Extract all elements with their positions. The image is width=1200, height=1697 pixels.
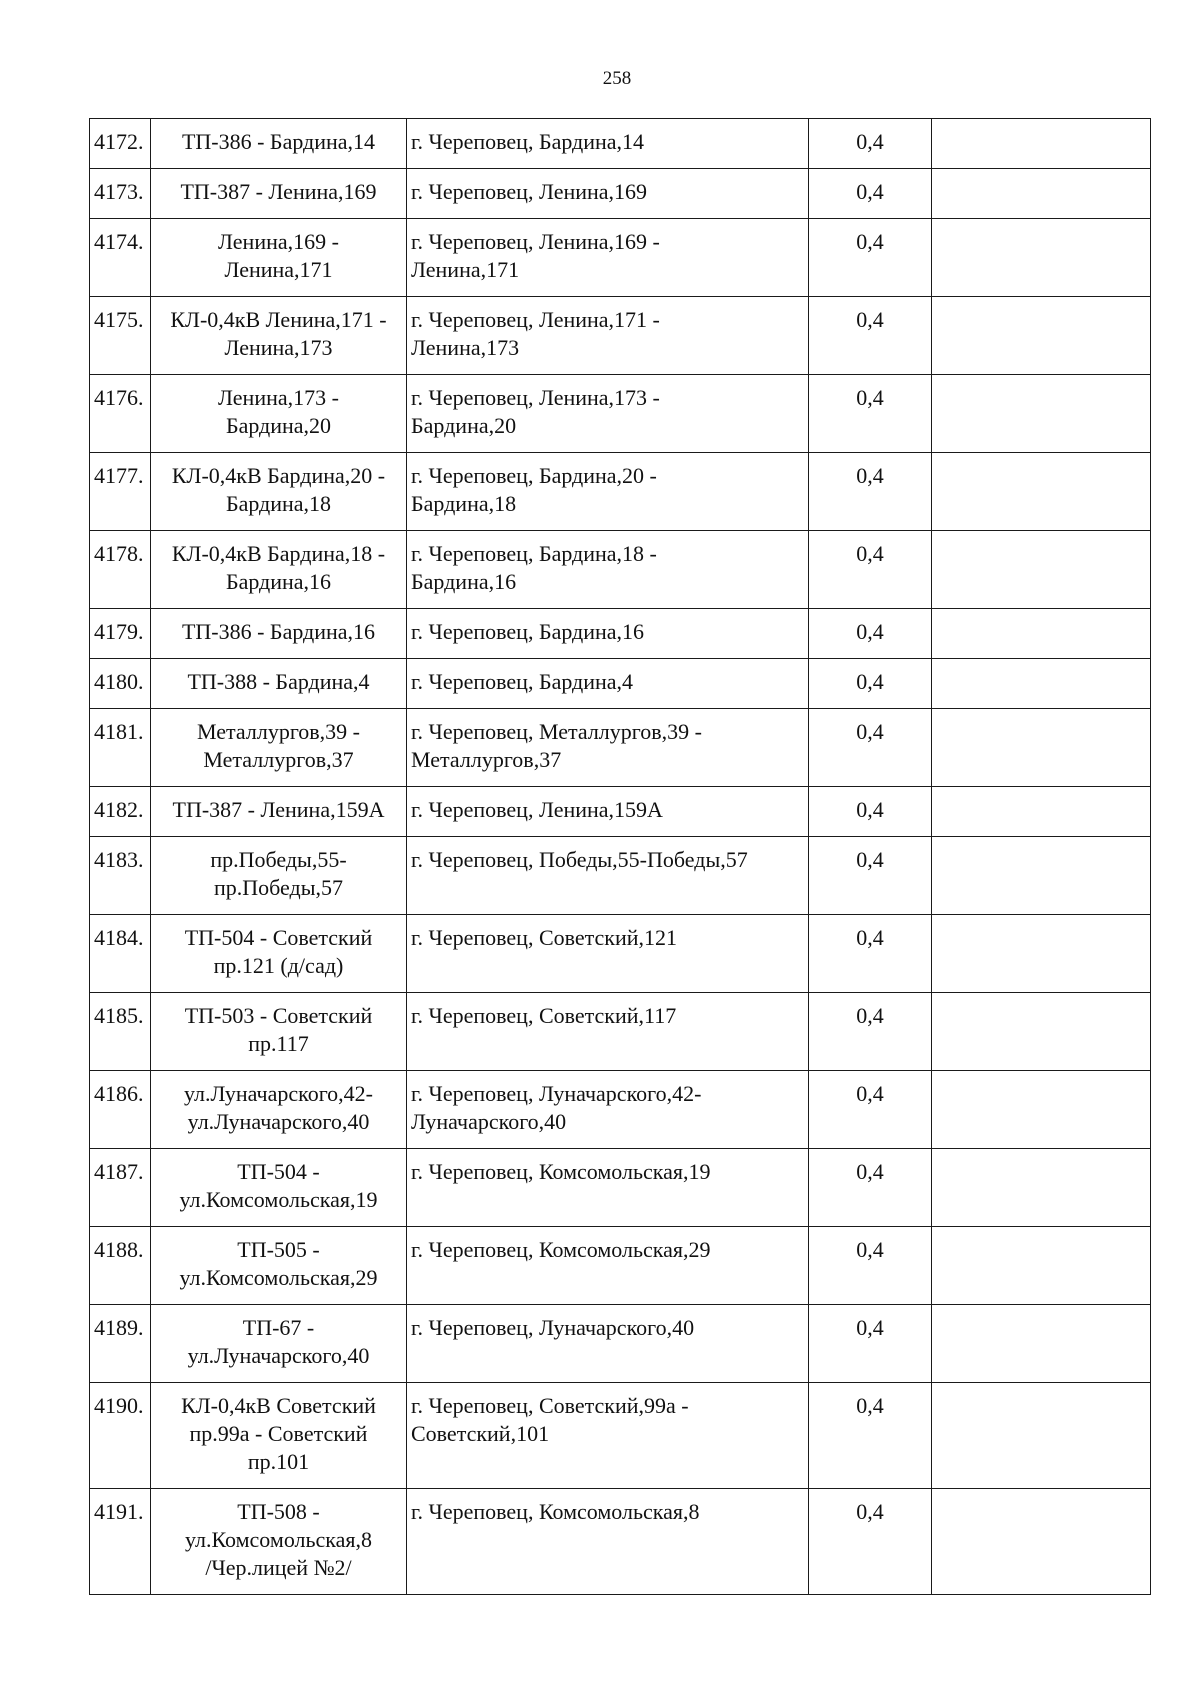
address-text: г. Череповец, Победы,55-Победы,57 <box>411 847 748 872</box>
address-cell <box>407 659 809 709</box>
empty-cell <box>932 1305 1151 1383</box>
line-name-text: пр.Победы,57 <box>213 875 343 900</box>
line-name-cell <box>151 375 407 453</box>
address-cell <box>407 1383 809 1489</box>
row-number: 4178. <box>90 531 151 609</box>
row-number: 4190. <box>90 1383 151 1489</box>
voltage-cell: 0,4 <box>809 1227 932 1305</box>
address-cell <box>407 709 809 787</box>
empty-cell <box>932 1489 1151 1595</box>
address-text: Бардина,20 <box>411 413 517 438</box>
address-text: Луначарского,40 <box>411 1109 567 1134</box>
address-text: Бардина,16 <box>411 569 517 594</box>
address-text: г. Череповец, Ленина,169 - <box>411 229 660 254</box>
line-name-text: пр.101 <box>247 1449 310 1474</box>
empty-cell <box>932 915 1151 993</box>
empty-cell <box>932 297 1151 375</box>
line-name-text: пр.Победы,55- <box>210 847 347 872</box>
address-text: Бардина,18 <box>411 491 517 516</box>
row-number: 4191. <box>90 1489 151 1595</box>
row-number: 4173. <box>90 169 151 219</box>
line-name-cell <box>151 609 407 659</box>
address-cell <box>407 531 809 609</box>
line-name-text: Ленина,169 - <box>218 229 339 254</box>
line-name-text: КЛ-0,4кВ Советский <box>181 1393 376 1418</box>
line-name-cell <box>151 709 407 787</box>
line-name-text: ТП-503 - Советский <box>184 1003 373 1028</box>
row-number: 4174. <box>90 219 151 297</box>
voltage-cell: 0,4 <box>809 219 932 297</box>
line-name-text: КЛ-0,4кВ Бардина,20 - <box>171 463 386 488</box>
address-text: г. Череповец, Ленина,173 - <box>411 385 660 410</box>
address-cell <box>407 609 809 659</box>
line-name-cell <box>151 1227 407 1305</box>
line-name-text: ул.Комсомольская,8 <box>184 1527 373 1552</box>
table-row <box>90 375 1151 453</box>
address-text: г. Череповец, Луначарского,40 <box>411 1315 695 1340</box>
empty-cell <box>932 1227 1151 1305</box>
address-text: Ленина,171 <box>411 257 520 282</box>
row-number: 4186. <box>90 1071 151 1149</box>
address-text: г. Череповец, Комсомольская,8 <box>411 1499 700 1524</box>
voltage-cell: 0,4 <box>809 915 932 993</box>
empty-cell <box>932 787 1151 837</box>
address-text: г. Череповец, Советский,99а - <box>411 1393 689 1418</box>
address-cell <box>407 1071 809 1149</box>
line-name-text: ул.Комсомольская,29 <box>179 1265 378 1290</box>
line-name-cell <box>151 297 407 375</box>
row-number: 4180. <box>90 659 151 709</box>
line-name-text: Ленина,171 <box>224 257 333 282</box>
empty-cell <box>932 531 1151 609</box>
table-row <box>90 1071 1151 1149</box>
empty-cell <box>932 993 1151 1071</box>
table-row <box>90 219 1151 297</box>
address-text: г. Череповец, Ленина,171 - <box>411 307 660 332</box>
line-name-text: пр.121 (д/сад) <box>213 953 344 978</box>
line-name-text: ТП-504 - Советский <box>184 925 373 950</box>
table-row <box>90 119 1151 169</box>
line-name-cell <box>151 1149 407 1227</box>
line-name-text: ТП-387 - Ленина,169 <box>180 179 377 204</box>
table-row <box>90 297 1151 375</box>
empty-cell <box>932 1149 1151 1227</box>
voltage-cell: 0,4 <box>809 1149 932 1227</box>
table-row <box>90 1383 1151 1489</box>
address-text: г. Череповец, Ленина,169 <box>411 179 648 204</box>
row-number: 4184. <box>90 915 151 993</box>
table-row <box>90 1489 1151 1595</box>
line-name-text: ТП-387 - Ленина,159А <box>172 797 385 822</box>
address-text: Ленина,173 <box>411 335 520 360</box>
table-row <box>90 531 1151 609</box>
voltage-cell: 0,4 <box>809 837 932 915</box>
line-name-text: ТП-67 - <box>242 1315 315 1340</box>
address-cell <box>407 297 809 375</box>
line-name-text: ТП-505 - <box>237 1237 320 1262</box>
table-row <box>90 709 1151 787</box>
registry-table <box>89 118 1151 1595</box>
line-name-text: Ленина,173 - <box>218 385 339 410</box>
table-row <box>90 609 1151 659</box>
row-number: 4176. <box>90 375 151 453</box>
line-name-text: ул.Луначарского,40 <box>187 1109 370 1134</box>
voltage-cell: 0,4 <box>809 169 932 219</box>
voltage-cell: 0,4 <box>809 993 932 1071</box>
empty-cell <box>932 375 1151 453</box>
address-text: г. Череповец, Бардина,14 <box>411 129 645 154</box>
address-text: г. Череповец, Советский,121 <box>411 925 678 950</box>
address-cell <box>407 219 809 297</box>
address-cell <box>407 837 809 915</box>
voltage-cell: 0,4 <box>809 1071 932 1149</box>
line-name-cell <box>151 787 407 837</box>
row-number: 4183. <box>90 837 151 915</box>
address-text: г. Череповец, Бардина,20 - <box>411 463 657 488</box>
table-row <box>90 837 1151 915</box>
table-row <box>90 993 1151 1071</box>
voltage-cell: 0,4 <box>809 609 932 659</box>
address-cell <box>407 787 809 837</box>
row-number: 4179. <box>90 609 151 659</box>
line-name-text: ТП-508 - <box>237 1499 320 1524</box>
address-text: г. Череповец, Бардина,4 <box>411 669 634 694</box>
voltage-cell: 0,4 <box>809 119 932 169</box>
address-cell <box>407 1305 809 1383</box>
empty-cell <box>932 453 1151 531</box>
empty-cell <box>932 659 1151 709</box>
line-name-cell <box>151 169 407 219</box>
line-name-text: Ленина,173 <box>224 335 333 360</box>
empty-cell <box>932 1071 1151 1149</box>
empty-cell <box>932 609 1151 659</box>
row-number: 4182. <box>90 787 151 837</box>
voltage-cell: 0,4 <box>809 531 932 609</box>
line-name-cell <box>151 993 407 1071</box>
registry-table-body <box>90 119 1151 1595</box>
table-row <box>90 659 1151 709</box>
empty-cell <box>932 1383 1151 1489</box>
row-number: 4185. <box>90 993 151 1071</box>
line-name-text: пр.117 <box>248 1031 309 1056</box>
line-name-cell <box>151 659 407 709</box>
address-text: г. Череповец, Бардина,18 - <box>411 541 657 566</box>
address-text: Металлургов,37 <box>411 747 562 772</box>
line-name-cell <box>151 1305 407 1383</box>
address-cell <box>407 993 809 1071</box>
line-name-text: Бардина,18 <box>225 491 332 516</box>
row-number: 4172. <box>90 119 151 169</box>
address-cell <box>407 915 809 993</box>
table-row <box>90 453 1151 531</box>
line-name-text: /Чер.лицей №2/ <box>205 1555 352 1580</box>
table-row <box>90 1305 1151 1383</box>
row-number: 4181. <box>90 709 151 787</box>
line-name-text: ул.Комсомольская,19 <box>179 1187 378 1212</box>
row-number: 4187. <box>90 1149 151 1227</box>
voltage-cell: 0,4 <box>809 375 932 453</box>
address-cell <box>407 1149 809 1227</box>
table-row <box>90 787 1151 837</box>
address-text: г. Череповец, Луначарского,42- <box>411 1081 702 1106</box>
empty-cell <box>932 837 1151 915</box>
address-cell <box>407 169 809 219</box>
line-name-text: ТП-386 - Бардина,16 <box>181 619 376 644</box>
line-name-text: КЛ-0,4кВ Бардина,18 - <box>171 541 386 566</box>
line-name-cell <box>151 1489 407 1595</box>
voltage-cell: 0,4 <box>809 1489 932 1595</box>
row-number: 4189. <box>90 1305 151 1383</box>
line-name-text: Бардина,20 <box>225 413 332 438</box>
address-text: г. Череповец, Советский,117 <box>411 1003 677 1028</box>
line-name-cell <box>151 1071 407 1149</box>
address-cell <box>407 119 809 169</box>
empty-cell <box>932 709 1151 787</box>
line-name-text: ул.Луначарского,40 <box>187 1343 370 1368</box>
line-name-text: ТП-388 - Бардина,4 <box>187 669 370 694</box>
voltage-cell: 0,4 <box>809 659 932 709</box>
row-number: 4175. <box>90 297 151 375</box>
empty-cell <box>932 219 1151 297</box>
line-name-cell <box>151 915 407 993</box>
line-name-cell <box>151 1383 407 1489</box>
address-text: г. Череповец, Ленина,159А <box>411 797 663 822</box>
line-name-cell <box>151 119 407 169</box>
address-cell <box>407 453 809 531</box>
voltage-cell: 0,4 <box>809 1305 932 1383</box>
table-row <box>90 915 1151 993</box>
line-name-cell <box>151 219 407 297</box>
line-name-cell <box>151 453 407 531</box>
row-number: 4188. <box>90 1227 151 1305</box>
line-name-text: Бардина,16 <box>225 569 332 594</box>
table-row <box>90 1149 1151 1227</box>
table-row <box>90 169 1151 219</box>
empty-cell <box>932 119 1151 169</box>
line-name-text: ул.Луначарского,42- <box>183 1081 373 1106</box>
address-text: г. Череповец, Бардина,16 <box>411 619 645 644</box>
voltage-cell: 0,4 <box>809 1383 932 1489</box>
empty-cell <box>932 169 1151 219</box>
voltage-cell: 0,4 <box>809 297 932 375</box>
line-name-cell <box>151 531 407 609</box>
address-text: г. Череповец, Комсомольская,19 <box>411 1159 711 1184</box>
address-text: г. Череповец, Комсомольская,29 <box>411 1237 711 1262</box>
address-text: Советский,101 <box>411 1421 550 1446</box>
address-cell <box>407 375 809 453</box>
voltage-cell: 0,4 <box>809 709 932 787</box>
line-name-text: Металлургов,39 - <box>196 719 361 744</box>
address-text: г. Череповец, Металлургов,39 - <box>411 719 702 744</box>
page-number: 258 <box>602 68 632 89</box>
address-cell <box>407 1489 809 1595</box>
line-name-text: ТП-504 - <box>237 1159 320 1184</box>
line-name-text: Металлургов,37 <box>203 747 354 772</box>
address-cell <box>407 1227 809 1305</box>
voltage-cell: 0,4 <box>809 787 932 837</box>
table-row <box>90 1227 1151 1305</box>
voltage-cell: 0,4 <box>809 453 932 531</box>
row-number: 4177. <box>90 453 151 531</box>
line-name-cell <box>151 837 407 915</box>
line-name-text: ТП-386 - Бардина,14 <box>181 129 376 154</box>
line-name-text: пр.99а - Советский <box>189 1421 368 1446</box>
line-name-text: КЛ-0,4кВ Ленина,171 - <box>170 307 387 332</box>
